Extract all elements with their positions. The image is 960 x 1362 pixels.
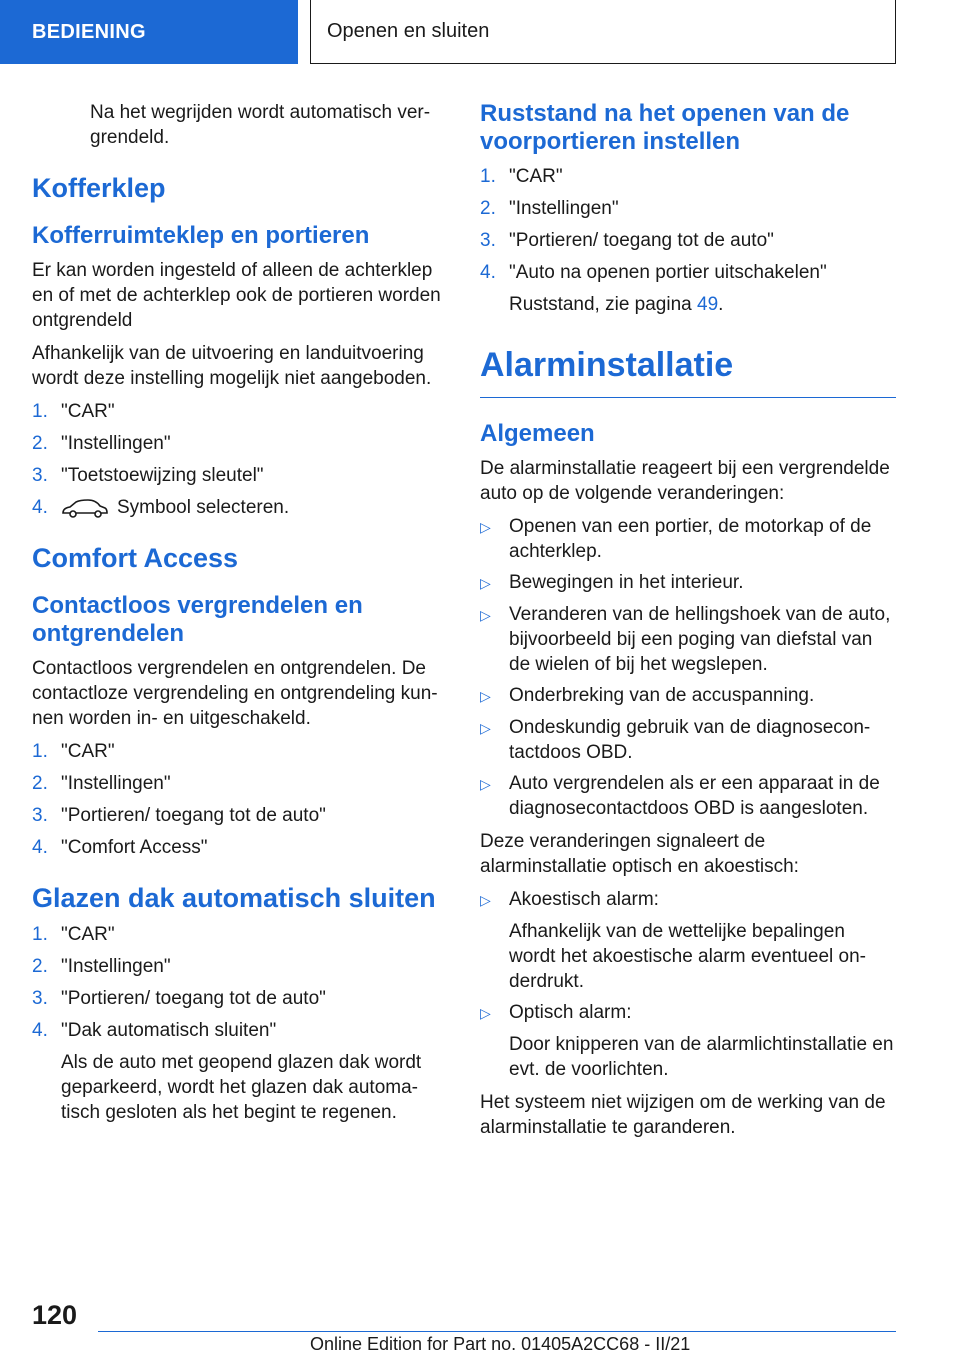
step-text: "Instellingen"	[61, 773, 171, 794]
list-item-content	[509, 887, 896, 994]
step-text: "CAR"	[61, 401, 115, 422]
list-item-subtext: Afhankelijk van de wettelijke bepalingen wordt het akoestische alarm eventueel on-derdrukt.	[509, 921, 866, 992]
paragraph: Er kan worden ingesteld of alleen de achterklep en of met de achterklep ook de portieren worden ontgrendeld	[32, 260, 441, 331]
list-item	[480, 570, 896, 596]
step-item	[480, 228, 896, 253]
car-icon	[61, 497, 109, 519]
step-number: 4.	[32, 1020, 48, 1041]
paragraph: Deze veranderingen signaleert de alarminstallatie optisch en akoestisch:	[480, 831, 799, 877]
step-item	[32, 922, 450, 947]
step-text: "Toetstoewijzing sleutel"	[61, 465, 264, 486]
step-item	[32, 986, 450, 1011]
step-item	[32, 1018, 450, 1125]
heading-alarminstallatie: Alarminstallatie	[480, 345, 896, 398]
list-item	[480, 715, 896, 765]
step-item	[480, 260, 896, 317]
list-item-content	[509, 1000, 896, 1082]
step-item	[32, 771, 450, 796]
step-text: "Instellingen"	[61, 956, 171, 977]
list-item	[480, 1000, 896, 1082]
footer-divider	[98, 1331, 896, 1332]
list-item	[480, 683, 896, 709]
step-text: "Portieren/ toegang tot de auto"	[61, 988, 326, 1009]
step-number: 1.	[480, 166, 496, 187]
header-section-tab: BEDIENING	[0, 0, 298, 64]
left-column	[32, 100, 450, 1133]
list-item-text: Onderbreking van de accuspanning.	[509, 685, 815, 706]
step-number: 1.	[32, 924, 48, 945]
step-number: 3.	[32, 988, 48, 1009]
step-number: 1.	[32, 741, 48, 762]
step-text: "CAR"	[61, 741, 115, 762]
subheading-contactloos: Contactloos vergrendelen en ontgrendelen	[32, 592, 363, 647]
heading-ruststand: Ruststand na het openen van de voorportieren instellen	[480, 100, 850, 155]
paragraph: Het systeem niet wijzigen om de werking van de alarminstallatie te garanderen.	[480, 1092, 886, 1138]
bullets-alarm-types	[480, 887, 896, 1082]
bullets-veranderingen	[480, 514, 896, 821]
step-number: 4.	[32, 837, 48, 858]
step-text	[61, 1018, 450, 1125]
heading-kofferklep: Kofferklep	[32, 173, 166, 203]
triangle-bullet-icon: ▷	[480, 1005, 491, 1021]
subheading-kofferruimteklep: Kofferruimteklep en portieren	[32, 222, 370, 249]
step-item	[480, 196, 896, 221]
step-text: "Portieren/ toegang tot de auto"	[61, 805, 326, 826]
step-number: 1.	[32, 401, 48, 422]
reference-text: Ruststand, zie pagina	[509, 294, 692, 315]
heading-comfort-access: Comfort Access	[32, 543, 239, 573]
step-item	[32, 495, 450, 520]
list-item	[480, 887, 896, 994]
step-note: Als de auto met geopend glazen dak wordt geparkeerd, wordt het glazen dak automa-tisch gesloten als het begint te regenen.	[61, 1052, 422, 1123]
list-item	[480, 514, 896, 564]
steps-ruststand	[480, 164, 896, 317]
step-number: 2.	[32, 433, 48, 454]
paragraph: Contactloos vergrendelen en ontgrendelen. De contactloze vergrendeling en ontgrendeling kun-nen worden in- en uitgeschakeld.	[32, 658, 438, 729]
footer-edition: Online Edition for Part no. 01405A2CC68 - II/21	[310, 1334, 691, 1354]
step-text-main: "Auto na openen portier uitschakelen"	[509, 262, 827, 283]
step-text: "Instellingen"	[61, 433, 171, 454]
page-number: 120	[32, 1300, 78, 1330]
step-text	[509, 260, 896, 317]
paragraph: De alarminstallatie reageert bij een vergrendelde auto op de volgende veranderingen:	[480, 458, 890, 504]
list-item-text: Ondeskundig gebruik van de diagnosecon-tactdoos OBD.	[509, 717, 871, 763]
steps-comfort	[32, 739, 450, 860]
heading-glazen-dak: Glazen dak automatisch sluiten	[32, 883, 436, 913]
step-item	[32, 835, 450, 860]
list-item-text: Optisch alarm:	[509, 1002, 632, 1023]
step-item	[480, 164, 896, 189]
steps-glazen-dak	[32, 922, 450, 1125]
list-item	[480, 602, 896, 677]
step-number: 4.	[32, 497, 48, 518]
step-text-with-icon	[61, 495, 450, 520]
step-item	[32, 739, 450, 764]
page-link[interactable]: 49	[697, 294, 719, 315]
step-item	[32, 431, 450, 456]
step-text-main: "Dak automatisch sluiten"	[61, 1020, 277, 1041]
step-number: 3.	[32, 805, 48, 826]
step-text: "Instellingen"	[509, 198, 619, 219]
list-item-text: Akoestisch alarm:	[509, 889, 659, 910]
list-item-subtext: Door knipperen van de alarmlichtinstallatie en evt. de voorlichten.	[509, 1034, 894, 1080]
list-item-text: Bewegingen in het interieur.	[509, 572, 744, 593]
page-reference	[509, 292, 896, 317]
step-number: 2.	[32, 956, 48, 977]
step-item	[32, 399, 450, 424]
step-text: "CAR"	[61, 924, 115, 945]
header-chapter-title: Openen en sluiten	[310, 0, 896, 64]
step-text: "Comfort Access"	[61, 837, 208, 858]
step-number: 2.	[480, 198, 496, 219]
triangle-bullet-icon: ▷	[480, 688, 491, 704]
paragraph: Afhankelijk van de uitvoering en landuitvoering wordt deze instelling mogelijk niet aangeboden.	[32, 343, 432, 389]
steps-kofferklep	[32, 399, 450, 520]
intro-text: Na het wegrijden wordt automatisch ver-grendeld.	[90, 102, 431, 148]
triangle-bullet-icon: ▷	[480, 575, 491, 591]
subheading-algemeen: Algemeen	[480, 420, 595, 447]
list-item	[480, 771, 896, 821]
list-item-text: Auto vergrendelen als er een apparaat in de diagnosecontactdoos OBD is aangesloten.	[509, 773, 880, 819]
triangle-bullet-icon: ▷	[480, 720, 491, 736]
step-item	[32, 803, 450, 828]
triangle-bullet-icon: ▷	[480, 519, 491, 535]
step-number: 3.	[32, 465, 48, 486]
step-text: "Portieren/ toegang tot de auto"	[509, 230, 774, 251]
list-item-text: Openen van een portier, de motorkap of de achterklep.	[509, 516, 872, 562]
step-text: "CAR"	[509, 166, 563, 187]
step-item	[32, 954, 450, 979]
reference-end: .	[718, 294, 724, 315]
step-text: Symbool selecteren.	[117, 497, 290, 518]
list-item-text: Veranderen van de hellingshoek van de auto, bijvoorbeeld bij een poging van diefstal van de wielen of bij het wegslepen.	[509, 604, 891, 675]
right-column	[480, 100, 896, 1148]
step-item	[32, 463, 450, 488]
triangle-bullet-icon: ▷	[480, 607, 491, 623]
triangle-bullet-icon: ▷	[480, 892, 491, 908]
step-number: 2.	[32, 773, 48, 794]
step-number: 4.	[480, 262, 496, 283]
triangle-bullet-icon: ▷	[480, 776, 491, 792]
step-number: 3.	[480, 230, 496, 251]
